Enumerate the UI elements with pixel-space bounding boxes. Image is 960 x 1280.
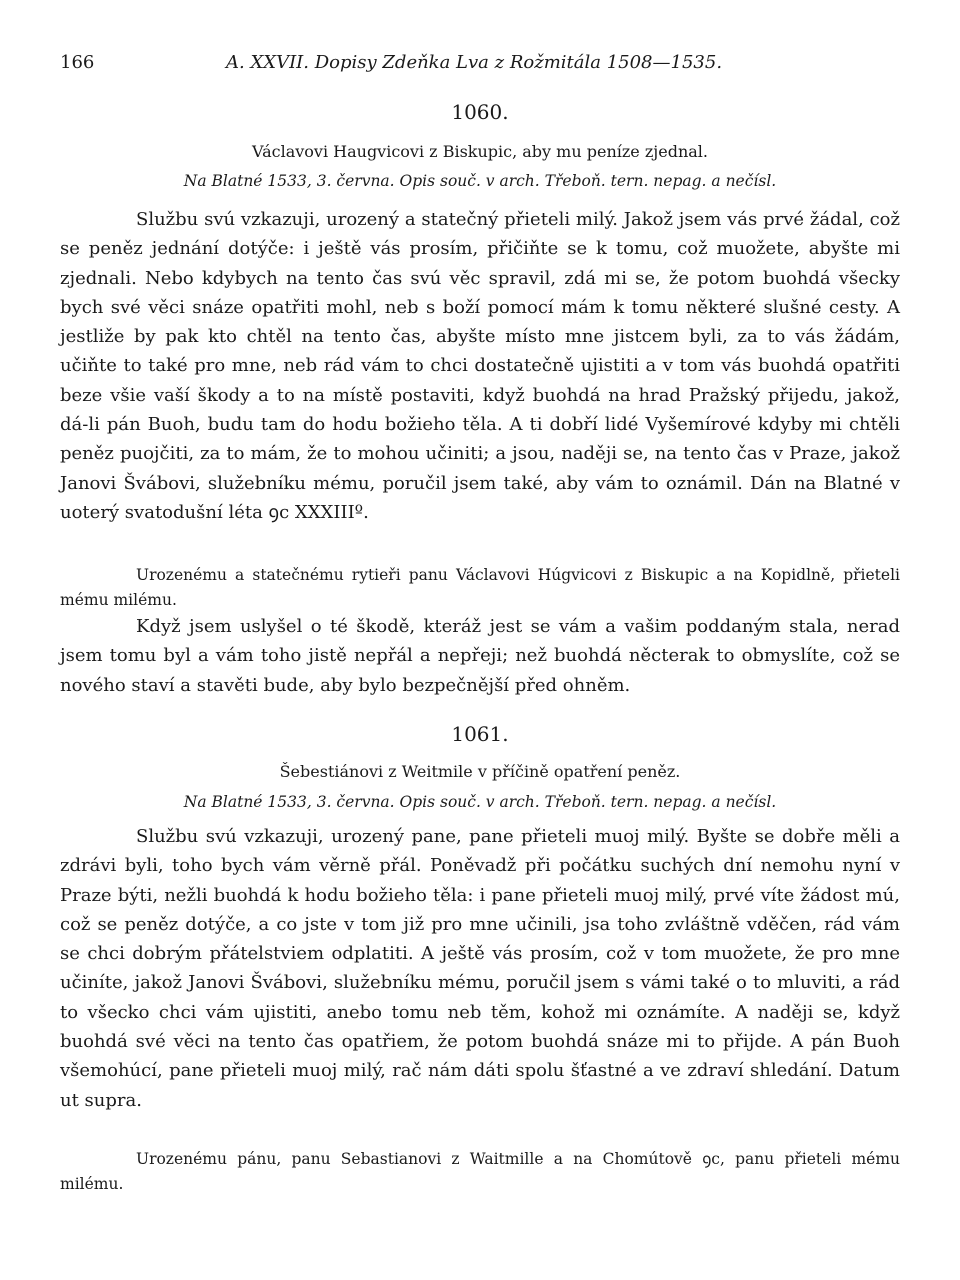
letter-address: Urozenému pánu, panu Sebastianovi z Waitmille a na Chomútově ꝯc, panu přieteli mému milému. <box>60 1150 900 1193</box>
letter-heading: Václavovi Haugvicovi z Biskupic, aby mu peníze zjednal. <box>251 142 708 161</box>
letter-number: 1060. <box>451 100 509 124</box>
letter-source: Na Blatné 1533, 3. června. Opis souč. v arch. Třeboň. tern. nepag. a nečísl. <box>183 793 777 811</box>
letter-heading: Šebestiánovi z Weitmile v příčině opatření peněz. <box>279 762 681 781</box>
letter-body: Službu svú vzkazuji, urozený pane, pane přieteli muoj milý. Byšte se dobře měli a zdrávi byli, toho bych vám věrně přál. Poněvadž při počátku suchých dní nemohu nyní v Praze býti, nežli buohdá k hodu božieho těla: i pane přieteli muoj milý, prvé víte žádost mú, což se peněz dotýče, a co jste v tom již pro mne učinili, jsa toho zvláštně vděčen, rád vám se chci dobrým přátelstviem odplatiti. A ještě vás prosím, což v tom muožete, že pro mne učiníte, jakož Janovi Švábovi, služebníku mému, poručil jsem s vámi také o to mluviti, a rád to všecko chci vám ujistiti, anebo tomu neb těm, kohož mi oznámíte. A naději se, když buohdá své věci na tento čas opatřiem, že potom buohdá snáze mi to přijde. A pán Buoh všemohúcí, pane přieteli muoj milý, rač nám dáti spolu šťastné a ve zdraví shledání. Datum ut supra. <box>60 826 900 1111</box>
letter-body: Službu svú vzkazuji, urozený a statečný přieteli milý. Jakož jsem vás prvé žádal, což se peněz jednání dotýče: i ještě vás prosím, přičiňte se k tomu, což muožete, abyšte mi zjednali. Nebo kdybych na tento čas svú věc spravil, zdá mi se, že potom buohdá všecky bych své věci snáze opatřiti mohl, neb s boží pomocí mám k tomu některé slušné cesty. A jestliže by pak kto chtěl na tento čas, abyšte místo mne jistcem byli, za to vás žádám, učiňte to také pro mne, neb rád vám to chci dostatečně ujistiti a v tom vás buohdá opatřiti beze všie vaší škody a to na místě postaviti, když buohdá na hrad Pražský přijedu, jakož, dá-li pán Buoh, budu tam do hodu božieho těla. A ti dobří lidé Vyšemírové kdyby mi chtěli peněz puojčiti, za to mám, že to mohou učiniti; a jsou, naději se, na tento čas v Praze, jakož Janovi Švábovi, služebníku mému, poručil jsem také, aby vám to oznámil. Dán na Blatné v uoterý svatodušní léta ꝯc XXXIIIº. <box>60 209 900 523</box>
running-title: A. XXVII. Dopisy Zdeňka Lva z Rožmitála 1508—1535. <box>226 52 723 73</box>
letter-postscript: Když jsem uslyšel o té škodě, kteráž jest se vám a vašim poddaným stala, nerad jsem tomu byl a vám toho jistě nepřál a nepřeji; než buohdá něcterak to obmyslíte, což se nového staví a stavěti bude, aby bylo bezpečnější před ohněm. <box>60 616 900 696</box>
letter-source: Na Blatné 1533, 3. června. Opis souč. v arch. Třeboň. tern. nepag. a nečísl. <box>183 172 777 190</box>
letter-number: 1061. <box>451 722 509 746</box>
running-head <box>60 52 900 82</box>
page-number: 166 <box>60 52 95 73</box>
letter-address: Urozenému a statečnému rytieři panu Václavovi Húgvicovi z Biskupic a na Kopidlně, přieteli mému milému. <box>60 566 900 609</box>
